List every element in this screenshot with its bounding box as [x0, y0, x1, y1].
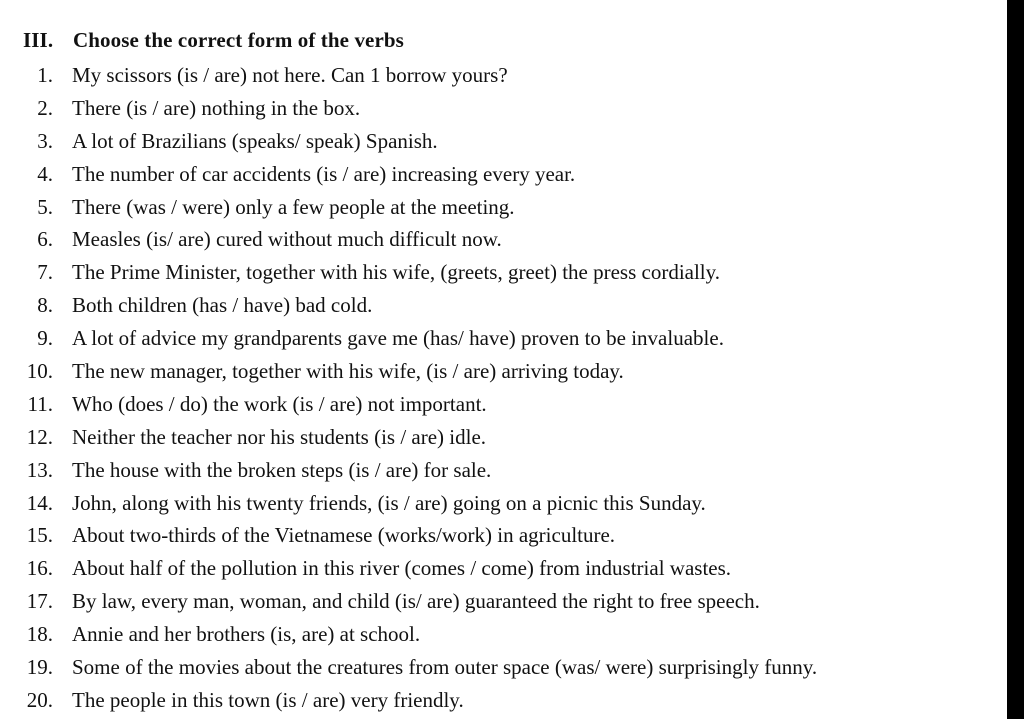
item-number: 8. — [37, 293, 53, 318]
item-text: Both children (has / have) bad cold. — [72, 293, 373, 318]
list-item — [0, 686, 1000, 719]
item-text: About two-thirds of the Vietnamese (works/work) in agriculture. — [72, 523, 616, 548]
item-number: 18. — [26, 622, 53, 647]
item-text: Annie and her brothers (is, are) at school. — [72, 622, 421, 647]
list-item — [0, 554, 1000, 587]
list-item — [0, 489, 1000, 522]
list-item — [0, 324, 1000, 357]
item-number: 14. — [26, 490, 53, 515]
item-number: 7. — [37, 260, 53, 285]
item-number: 17. — [26, 589, 53, 614]
exercise-heading — [23, 28, 404, 53]
item-text: A lot of Brazilians (speaks/ speak) Spanish. — [72, 128, 438, 153]
item-text: My scissors (is / are) not here. Can 1 borrow yours? — [72, 63, 508, 87]
exercise-title: Choose the correct form of the verbs — [73, 28, 404, 52]
item-text: There (was / were) only a few people at the meeting. — [72, 194, 515, 219]
item-text: Neither the teacher nor his students (is / are) idle. — [72, 424, 487, 449]
item-number: 19. — [26, 655, 53, 680]
list-item — [0, 193, 1000, 226]
list-item — [0, 291, 1000, 324]
list-item — [0, 620, 1000, 653]
item-text: About half of the pollution in this river (comes / come) from industrial wastes. — [72, 556, 732, 581]
item-text: Measles (is/ are) cured without much difficult now. — [72, 227, 502, 252]
item-text: Who (does / do) the work (is / are) not important. — [72, 391, 487, 416]
list-item — [0, 587, 1000, 620]
item-number: 3. — [37, 128, 53, 153]
item-text: There (is / are) nothing in the box. — [72, 95, 361, 120]
item-text: The Prime Minister, together with his wife, (greets, greet) the press cordially. — [72, 260, 721, 285]
item-number: 12. — [26, 424, 53, 449]
item-number: 5. — [37, 194, 53, 219]
item-number: 1. — [37, 63, 53, 87]
list-item — [0, 127, 1000, 160]
list-item — [0, 521, 1000, 554]
item-text: A lot of advice my grandparents gave me (has/ have) proven to be invaluable. — [72, 326, 724, 351]
item-text: The house with the broken steps (is / are) for sale. — [72, 457, 492, 482]
list-item — [0, 160, 1000, 193]
exercise-list — [0, 61, 1000, 719]
list-item — [0, 423, 1000, 456]
item-text: Some of the movies about the creatures from outer space (was/ were) surprisingly funny. — [72, 655, 818, 680]
item-number: 10. — [26, 359, 53, 384]
list-item — [0, 94, 1000, 127]
list-item — [0, 390, 1000, 423]
item-text: The people in this town (is / are) very friendly. — [72, 687, 464, 712]
item-number: 6. — [37, 227, 53, 252]
item-number: 4. — [37, 161, 53, 186]
list-item — [0, 225, 1000, 258]
list-item — [0, 357, 1000, 390]
item-number: 9. — [37, 326, 53, 351]
item-text: The number of car accidents (is / are) increasing every year. — [72, 161, 576, 186]
page-edge-border — [1007, 0, 1024, 719]
exercise-number: III. — [23, 28, 54, 52]
list-item — [0, 456, 1000, 489]
item-number: 15. — [26, 523, 53, 548]
item-number: 11. — [27, 391, 53, 416]
list-item — [0, 61, 1000, 94]
list-item — [0, 653, 1000, 686]
list-item — [0, 258, 1000, 291]
item-text: John, along with his twenty friends, (is / are) going on a picnic this Sunday. — [72, 490, 706, 515]
item-number: 20. — [26, 687, 53, 712]
item-text: The new manager, together with his wife, (is / are) arriving today. — [72, 359, 624, 384]
item-text: By law, every man, woman, and child (is/ are) guaranteed the right to free speech. — [72, 589, 760, 614]
item-number: 16. — [26, 556, 53, 581]
item-number: 13. — [26, 457, 53, 482]
item-number: 2. — [37, 95, 53, 120]
